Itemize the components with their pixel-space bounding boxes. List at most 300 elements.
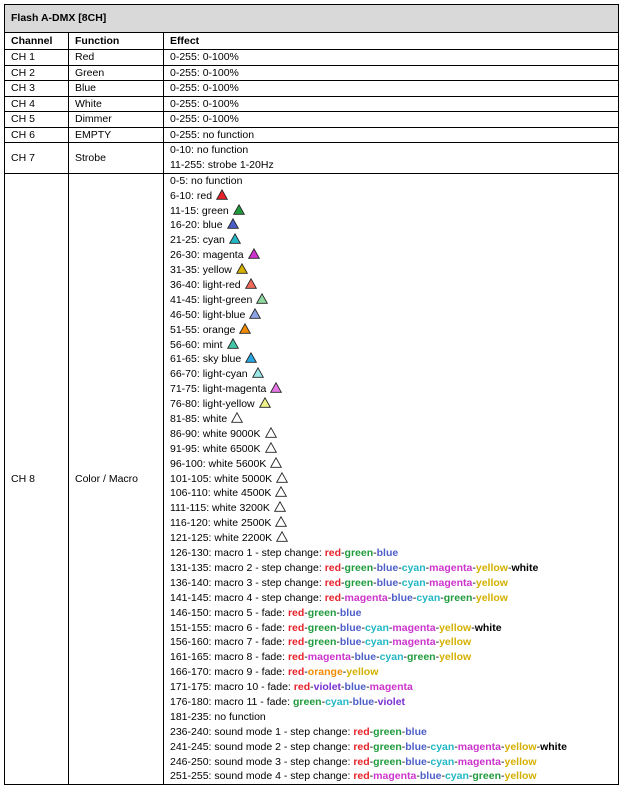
color-step-green: green xyxy=(307,636,337,649)
color-step-cyan: cyan xyxy=(401,576,426,589)
value-range: 86-90 xyxy=(170,427,197,440)
effect-line: 46-50: light-blue xyxy=(170,308,618,323)
function-cell: Red xyxy=(69,50,164,66)
value-range: 41-45 xyxy=(170,293,197,306)
value-range: 66-70 xyxy=(170,368,197,381)
sequence-separator: - xyxy=(472,576,476,589)
effect-line: 116-120: white 2500K xyxy=(170,516,618,531)
color-step-red: red xyxy=(353,740,370,753)
effect-line: 11-255: strobe 1-20Hz xyxy=(170,158,274,171)
value-range: 46-50 xyxy=(170,308,197,321)
color-step-red: red xyxy=(287,606,305,619)
blue-triangle-icon xyxy=(227,218,239,229)
sequence-separator: - xyxy=(500,740,505,753)
color-step-red: red xyxy=(293,681,311,694)
effect-label: magenta xyxy=(202,249,244,262)
value-range: 51-55 xyxy=(170,323,197,336)
effect-label: white 5000K xyxy=(214,472,273,485)
header-effect: Effect xyxy=(164,33,619,50)
color-step-yellow: yellow xyxy=(346,666,379,679)
sequence-separator: - xyxy=(341,591,345,604)
color-step-red: red xyxy=(324,561,342,574)
value-range: 16-20 xyxy=(170,219,197,232)
sequence-separator: - xyxy=(454,740,458,753)
color-step-green: green xyxy=(472,770,501,783)
effect-label: white 2200K xyxy=(214,532,273,545)
value-range: 241-245 xyxy=(170,740,209,753)
function-cell: Strobe xyxy=(69,143,164,174)
effect-line: 101-105: white 5000K xyxy=(170,472,618,487)
sequence-separator: - xyxy=(425,576,430,589)
effect-line: 11-15: green xyxy=(170,204,618,219)
effect-label: white 9000K xyxy=(202,427,261,440)
white-triangle-icon xyxy=(270,457,282,468)
sequence-separator: - xyxy=(500,770,505,783)
color-step-blue: blue xyxy=(376,576,399,589)
value-range: 121-125 xyxy=(170,532,209,545)
effect-line: 0-10: no function xyxy=(170,144,249,156)
sequence-separator: - xyxy=(426,755,431,768)
value-range: 156-160 xyxy=(170,636,209,649)
color-step-blue: blue xyxy=(339,636,362,649)
effect-label: light-yellow xyxy=(202,398,255,411)
function-cell: EMPTY xyxy=(69,127,164,143)
table-row-ch5 xyxy=(5,112,619,128)
value-range: 251-255 xyxy=(170,770,209,783)
effect-line: 176-180: macro 11 - fade: green-cyan-blue-violet xyxy=(170,695,406,708)
color-step-red: red xyxy=(353,770,370,783)
effect-line: 171-175: macro 10 - fade: red-violet-blue-magenta xyxy=(170,681,413,694)
effect-cell: 0-255: 0-100% xyxy=(164,50,619,66)
value-range: 151-155 xyxy=(170,621,209,634)
effect-cell: 0-255: 0-100% xyxy=(164,96,619,112)
effect-label: sound mode 4 - step change: xyxy=(214,770,351,783)
light-cyan-triangle-icon xyxy=(252,367,264,378)
light-yellow-triangle-icon xyxy=(259,397,271,408)
color-step-red: red xyxy=(324,576,342,589)
effect-line: 106-110: white 4500K xyxy=(170,486,618,501)
value-range: 56-60 xyxy=(170,338,197,351)
effect-line: 21-25: cyan xyxy=(170,233,618,248)
sequence-separator: - xyxy=(412,591,417,604)
color-step-white: white xyxy=(474,621,502,634)
color-step-magenta: magenta xyxy=(344,591,388,604)
sequence-separator: - xyxy=(304,651,308,664)
sequence-separator: - xyxy=(387,591,392,604)
color-step-red: red xyxy=(287,621,305,634)
sequence-separator: - xyxy=(336,621,340,634)
color-step-blue: blue xyxy=(352,695,375,708)
effect-line: 36-40: light-red xyxy=(170,278,618,293)
color-step-yellow: yellow xyxy=(439,636,472,649)
effect-label: sound mode 3 - step change: xyxy=(214,755,351,768)
sequence-separator: - xyxy=(454,755,458,768)
color-step-magenta: magenta xyxy=(392,621,436,634)
color-step-red: red xyxy=(324,547,342,560)
sequence-separator: - xyxy=(468,770,473,783)
effect-line: 166-170: macro 9 - fade: red-orange-yellow xyxy=(170,666,379,679)
color-step-red: red xyxy=(353,725,370,738)
channel-cell: CH 1 xyxy=(5,50,69,66)
effect-label: orange xyxy=(202,323,236,336)
color-step-red: red xyxy=(287,666,305,679)
sequence-separator: - xyxy=(341,561,345,574)
sequence-separator: - xyxy=(321,695,326,708)
value-range: 26-30 xyxy=(170,249,197,262)
effect-line: 41-45: light-green xyxy=(170,293,618,308)
color-step-magenta: magenta xyxy=(457,755,501,768)
sequence-separator: - xyxy=(435,651,440,664)
sequence-separator: - xyxy=(472,561,476,574)
color-step-blue: blue xyxy=(344,681,367,694)
effect-label: no function xyxy=(191,174,243,187)
value-range: 126-130 xyxy=(170,547,209,560)
value-range: 181-235 xyxy=(170,710,209,723)
effect-cell: 0-255: 0-100% xyxy=(164,65,619,81)
effect-label: cyan xyxy=(202,234,225,247)
sequence-separator: - xyxy=(507,561,512,574)
color-step-yellow: yellow xyxy=(475,561,508,574)
sequence-separator: - xyxy=(304,666,308,679)
light-magenta-triangle-icon xyxy=(270,382,282,393)
effect-cell: 0-255: 0-100% xyxy=(164,112,619,128)
sequence-separator: - xyxy=(500,755,505,768)
light-blue-triangle-icon xyxy=(249,308,261,319)
value-range: 31-35 xyxy=(170,264,197,277)
magenta-triangle-icon xyxy=(248,248,260,259)
light-green-triangle-icon xyxy=(256,293,268,304)
effect-line: 121-125: white 2200K xyxy=(170,531,618,546)
sequence-separator: - xyxy=(341,576,345,589)
effect-line: 91-95: white 6500K xyxy=(170,442,618,457)
sequence-separator: - xyxy=(472,591,476,604)
color-step-blue: blue xyxy=(391,591,413,604)
effect-label: macro 4 - step change: xyxy=(214,591,322,604)
color-step-green: green xyxy=(307,606,337,619)
effect-line: 236-240: sound mode 1 - step change: red-green-blue xyxy=(170,725,427,738)
table-title: Flash A-DMX [8CH] xyxy=(5,5,619,33)
sequence-separator: - xyxy=(304,636,308,649)
effect-label: white 2500K xyxy=(213,517,272,530)
color-step-green: green xyxy=(373,740,402,753)
channel-cell: CH 3 xyxy=(5,81,69,97)
color-step-green: green xyxy=(373,755,402,768)
value-range: 96-100 xyxy=(170,457,203,470)
value-range: 166-170 xyxy=(170,666,209,679)
value-range: 116-120 xyxy=(170,517,208,530)
white-triangle-icon xyxy=(276,531,288,542)
effect-line: 151-155: macro 6 - fade: red-green-blue-cyan-magenta-yellow-white xyxy=(170,621,502,634)
effect-label: light-cyan xyxy=(202,368,248,381)
effect-label: green xyxy=(201,204,229,217)
effect-label: blue xyxy=(202,219,223,232)
effect-label: no function xyxy=(214,710,266,723)
color-step-magenta: magenta xyxy=(429,576,473,589)
effect-line: 51-55: orange xyxy=(170,323,618,338)
white-triangle-icon xyxy=(274,501,286,512)
effect-line: 6-10: red xyxy=(170,189,618,204)
effect-line: 56-60: mint xyxy=(170,338,618,353)
value-range: 111-115 xyxy=(170,502,207,515)
effect-line: 146-150: macro 5 - fade: red-green-blue xyxy=(170,606,362,619)
value-range: 91-95 xyxy=(170,442,197,455)
sequence-separator: - xyxy=(304,606,308,619)
table-row-ch8 xyxy=(5,173,619,785)
function-cell: Color / Macro xyxy=(69,173,164,785)
color-step-magenta: magenta xyxy=(307,651,351,664)
sequence-separator: - xyxy=(425,561,430,574)
effect-line: 76-80: light-yellow xyxy=(170,397,618,412)
white-triangle-icon xyxy=(275,516,287,527)
sequence-separator: - xyxy=(435,636,440,649)
value-range: 106-110 xyxy=(170,487,208,500)
color-step-magenta: magenta xyxy=(373,770,417,783)
sequence-separator: - xyxy=(398,561,402,574)
sequence-separator: - xyxy=(403,651,407,664)
sequence-separator: - xyxy=(336,606,340,619)
sequence-separator: - xyxy=(373,561,377,574)
value-range: 101-105 xyxy=(170,472,209,485)
color-step-yellow: yellow xyxy=(475,591,508,604)
color-step-cyan: cyan xyxy=(364,636,389,649)
green-triangle-icon xyxy=(233,204,245,215)
channel-cell: CH 6 xyxy=(5,127,69,143)
sequence-separator: - xyxy=(350,651,355,664)
effect-label: macro 2 - step change: xyxy=(214,561,322,574)
dmx-channel-table xyxy=(4,4,619,785)
color-step-green: green xyxy=(443,591,473,604)
value-range: 161-165 xyxy=(170,651,209,664)
color-step-red: red xyxy=(353,755,370,768)
color-step-green: green xyxy=(407,651,436,664)
effect-line: 61-65: sky blue xyxy=(170,352,618,367)
effect-label: mint xyxy=(202,338,223,351)
value-range: 6-10 xyxy=(170,189,192,202)
effect-label: macro 5 - fade: xyxy=(214,606,286,619)
color-step-red: red xyxy=(287,651,305,664)
effect-cell: 0-255: 0-100% xyxy=(164,81,619,97)
effect-cell xyxy=(164,143,619,174)
value-range: 236-240 xyxy=(170,725,209,738)
sequence-separator: - xyxy=(374,695,378,708)
color-step-blue: blue xyxy=(339,606,362,619)
sequence-separator: - xyxy=(369,755,374,768)
color-step-blue: blue xyxy=(419,770,442,783)
color-step-cyan: cyan xyxy=(364,621,389,634)
effect-label: macro 6 - fade: xyxy=(214,621,286,634)
color-step-blue: blue xyxy=(405,755,427,768)
color-step-green: green xyxy=(344,561,374,574)
effect-label: macro 7 - fade: xyxy=(214,636,286,649)
effect-line: 31-35: yellow xyxy=(170,263,618,278)
effect-label: white xyxy=(202,413,228,426)
effect-line: 241-245: sound mode 2 - step change: red-green-blue-cyan-magenta-yellow-white xyxy=(170,740,567,753)
effect-line: 141-145: macro 4 - step change: red-magenta-blue-cyan-green-yellow xyxy=(170,591,508,604)
value-range: 246-250 xyxy=(170,755,209,768)
color-step-white: white xyxy=(540,740,567,753)
sequence-separator: - xyxy=(435,621,440,634)
color-step-yellow: yellow xyxy=(475,576,508,589)
sequence-separator: - xyxy=(336,636,340,649)
sequence-separator: - xyxy=(341,547,345,560)
effect-label: macro 9 - fade: xyxy=(214,666,286,679)
white-triangle-icon xyxy=(275,486,287,497)
color-step-cyan: cyan xyxy=(379,651,404,664)
sequence-separator: - xyxy=(426,740,431,753)
value-range: 0-5 xyxy=(170,174,186,187)
sequence-separator: - xyxy=(536,740,541,753)
sequence-separator: - xyxy=(416,770,420,783)
color-step-green: green xyxy=(373,725,402,738)
white-triangle-icon xyxy=(231,412,243,423)
value-range: 146-150 xyxy=(170,606,209,619)
color-step-violet: violet xyxy=(313,681,342,694)
value-range: 81-85 xyxy=(170,413,197,426)
orange-triangle-icon xyxy=(239,323,251,334)
effect-label: light-red xyxy=(202,279,241,292)
sequence-separator: - xyxy=(440,591,444,604)
header-channel: Channel xyxy=(5,33,69,50)
effect-label: macro 10 - fade: xyxy=(214,681,291,694)
effect-label: macro 11 - fade: xyxy=(214,695,291,708)
header-function: Function xyxy=(69,33,164,50)
effect-line: 0-5: no function xyxy=(170,174,243,187)
color-step-cyan: cyan xyxy=(325,695,350,708)
channel-cell: CH 2 xyxy=(5,65,69,81)
sequence-separator: - xyxy=(471,621,475,634)
effect-line: 251-255: sound mode 4 - step change: red-magenta-blue-cyan-green-yellow xyxy=(170,770,537,783)
color-step-magenta: magenta xyxy=(457,740,501,753)
color-step-green: green xyxy=(307,621,337,634)
yellow-triangle-icon xyxy=(236,263,248,274)
effect-label: white 3200K xyxy=(212,502,270,515)
effect-line: 161-165: macro 8 - fade: red-magenta-blue-cyan-green-yellow xyxy=(170,651,472,664)
color-step-cyan: cyan xyxy=(430,755,455,768)
function-cell: Blue xyxy=(69,81,164,97)
effect-label: sky blue xyxy=(202,353,242,366)
color-step-green: green xyxy=(293,695,322,708)
channel-cell: CH 4 xyxy=(5,96,69,112)
effect-line: 86-90: white 9000K xyxy=(170,427,618,442)
sequence-separator: - xyxy=(366,681,370,694)
white-triangle-icon xyxy=(265,442,277,453)
sequence-separator: - xyxy=(310,681,314,694)
effect-label: white 5600K xyxy=(208,457,267,470)
effect-label: light-magenta xyxy=(202,383,267,396)
sequence-separator: - xyxy=(373,547,377,560)
color-step-cyan: cyan xyxy=(444,770,469,783)
function-cell: White xyxy=(69,96,164,112)
mint-triangle-icon xyxy=(227,338,239,349)
color-step-cyan: cyan xyxy=(430,740,455,753)
value-range: 176-180 xyxy=(170,695,209,708)
value-range: 36-40 xyxy=(170,279,197,292)
color-step-yellow: yellow xyxy=(504,740,537,753)
color-step-violet: violet xyxy=(377,695,406,708)
channel-cell: CH 5 xyxy=(5,112,69,128)
sequence-separator: - xyxy=(388,621,393,634)
table-row-ch3 xyxy=(5,81,619,97)
color-step-blue: blue xyxy=(405,725,427,738)
color-step-blue: blue xyxy=(339,621,362,634)
sequence-separator: - xyxy=(376,651,380,664)
sequence-separator: - xyxy=(369,725,374,738)
effect-label: macro 3 - step change: xyxy=(214,576,322,589)
function-cell: Green xyxy=(69,65,164,81)
sequence-separator: - xyxy=(388,636,393,649)
effect-line: 136-140: macro 3 - step change: red-green-blue-cyan-magenta-yellow xyxy=(170,576,508,589)
color-step-yellow: yellow xyxy=(439,621,472,634)
value-range: 131-135 xyxy=(170,561,209,574)
sequence-separator: - xyxy=(349,695,353,708)
white-triangle-icon xyxy=(276,472,288,483)
sequence-separator: - xyxy=(341,681,345,694)
color-step-blue: blue xyxy=(354,651,377,664)
color-step-orange: orange xyxy=(307,666,343,679)
effect-label: macro 1 - step change: xyxy=(214,547,322,560)
effect-line: 26-30: magenta xyxy=(170,248,618,263)
sequence-separator: - xyxy=(369,770,374,783)
cyan-triangle-icon xyxy=(229,233,241,244)
table-row-ch6 xyxy=(5,127,619,143)
value-range: 11-15 xyxy=(170,204,197,217)
color-step-yellow: yellow xyxy=(504,770,537,783)
effect-label: white 4500K xyxy=(213,487,272,500)
effect-line: 131-135: macro 2 - step change: red-green-blue-cyan-magenta-yellow-white xyxy=(170,561,539,574)
color-step-blue: blue xyxy=(376,547,399,560)
effect-label: light-blue xyxy=(202,308,246,321)
header-row xyxy=(5,33,619,50)
color-step-magenta: magenta xyxy=(369,681,413,694)
color-step-blue: blue xyxy=(405,740,427,753)
table-row-ch1 xyxy=(5,50,619,66)
channel-cell: CH 7 xyxy=(5,143,69,174)
color-step-cyan: cyan xyxy=(416,591,441,604)
function-cell: Dimmer xyxy=(69,112,164,128)
color-step-red: red xyxy=(287,636,305,649)
color-step-yellow: yellow xyxy=(504,755,537,768)
effect-cell: 0-255: no function xyxy=(164,127,619,143)
value-range: 136-140 xyxy=(170,576,209,589)
effect-cell xyxy=(164,173,619,785)
white-triangle-icon xyxy=(265,427,277,438)
sequence-separator: - xyxy=(361,636,365,649)
sequence-separator: - xyxy=(361,621,365,634)
sequence-separator: - xyxy=(369,740,374,753)
value-range: 61-65 xyxy=(170,353,197,366)
color-step-green: green xyxy=(344,576,374,589)
value-range: 171-175 xyxy=(170,681,209,694)
effect-label: sound mode 1 - step change: xyxy=(214,725,351,738)
value-range: 71-75 xyxy=(170,383,197,396)
value-range: 141-145 xyxy=(170,591,209,604)
sequence-separator: - xyxy=(401,755,406,768)
color-step-blue: blue xyxy=(376,561,399,574)
effect-line: 81-85: white xyxy=(170,412,618,427)
red-triangle-icon xyxy=(216,189,228,200)
effect-label: red xyxy=(196,189,213,202)
effect-line: 156-160: macro 7 - fade: red-green-blue-cyan-magenta-yellow xyxy=(170,636,472,649)
effect-line: 71-75: light-magenta xyxy=(170,382,618,397)
sequence-separator: - xyxy=(398,576,402,589)
effect-label: yellow xyxy=(202,264,232,277)
color-step-magenta: magenta xyxy=(392,636,436,649)
effect-label: white 6500K xyxy=(202,442,261,455)
light-red-triangle-icon xyxy=(245,278,257,289)
sky-blue-triangle-icon xyxy=(245,352,257,363)
effect-line: 66-70: light-cyan xyxy=(170,367,618,382)
color-step-green: green xyxy=(344,547,374,560)
